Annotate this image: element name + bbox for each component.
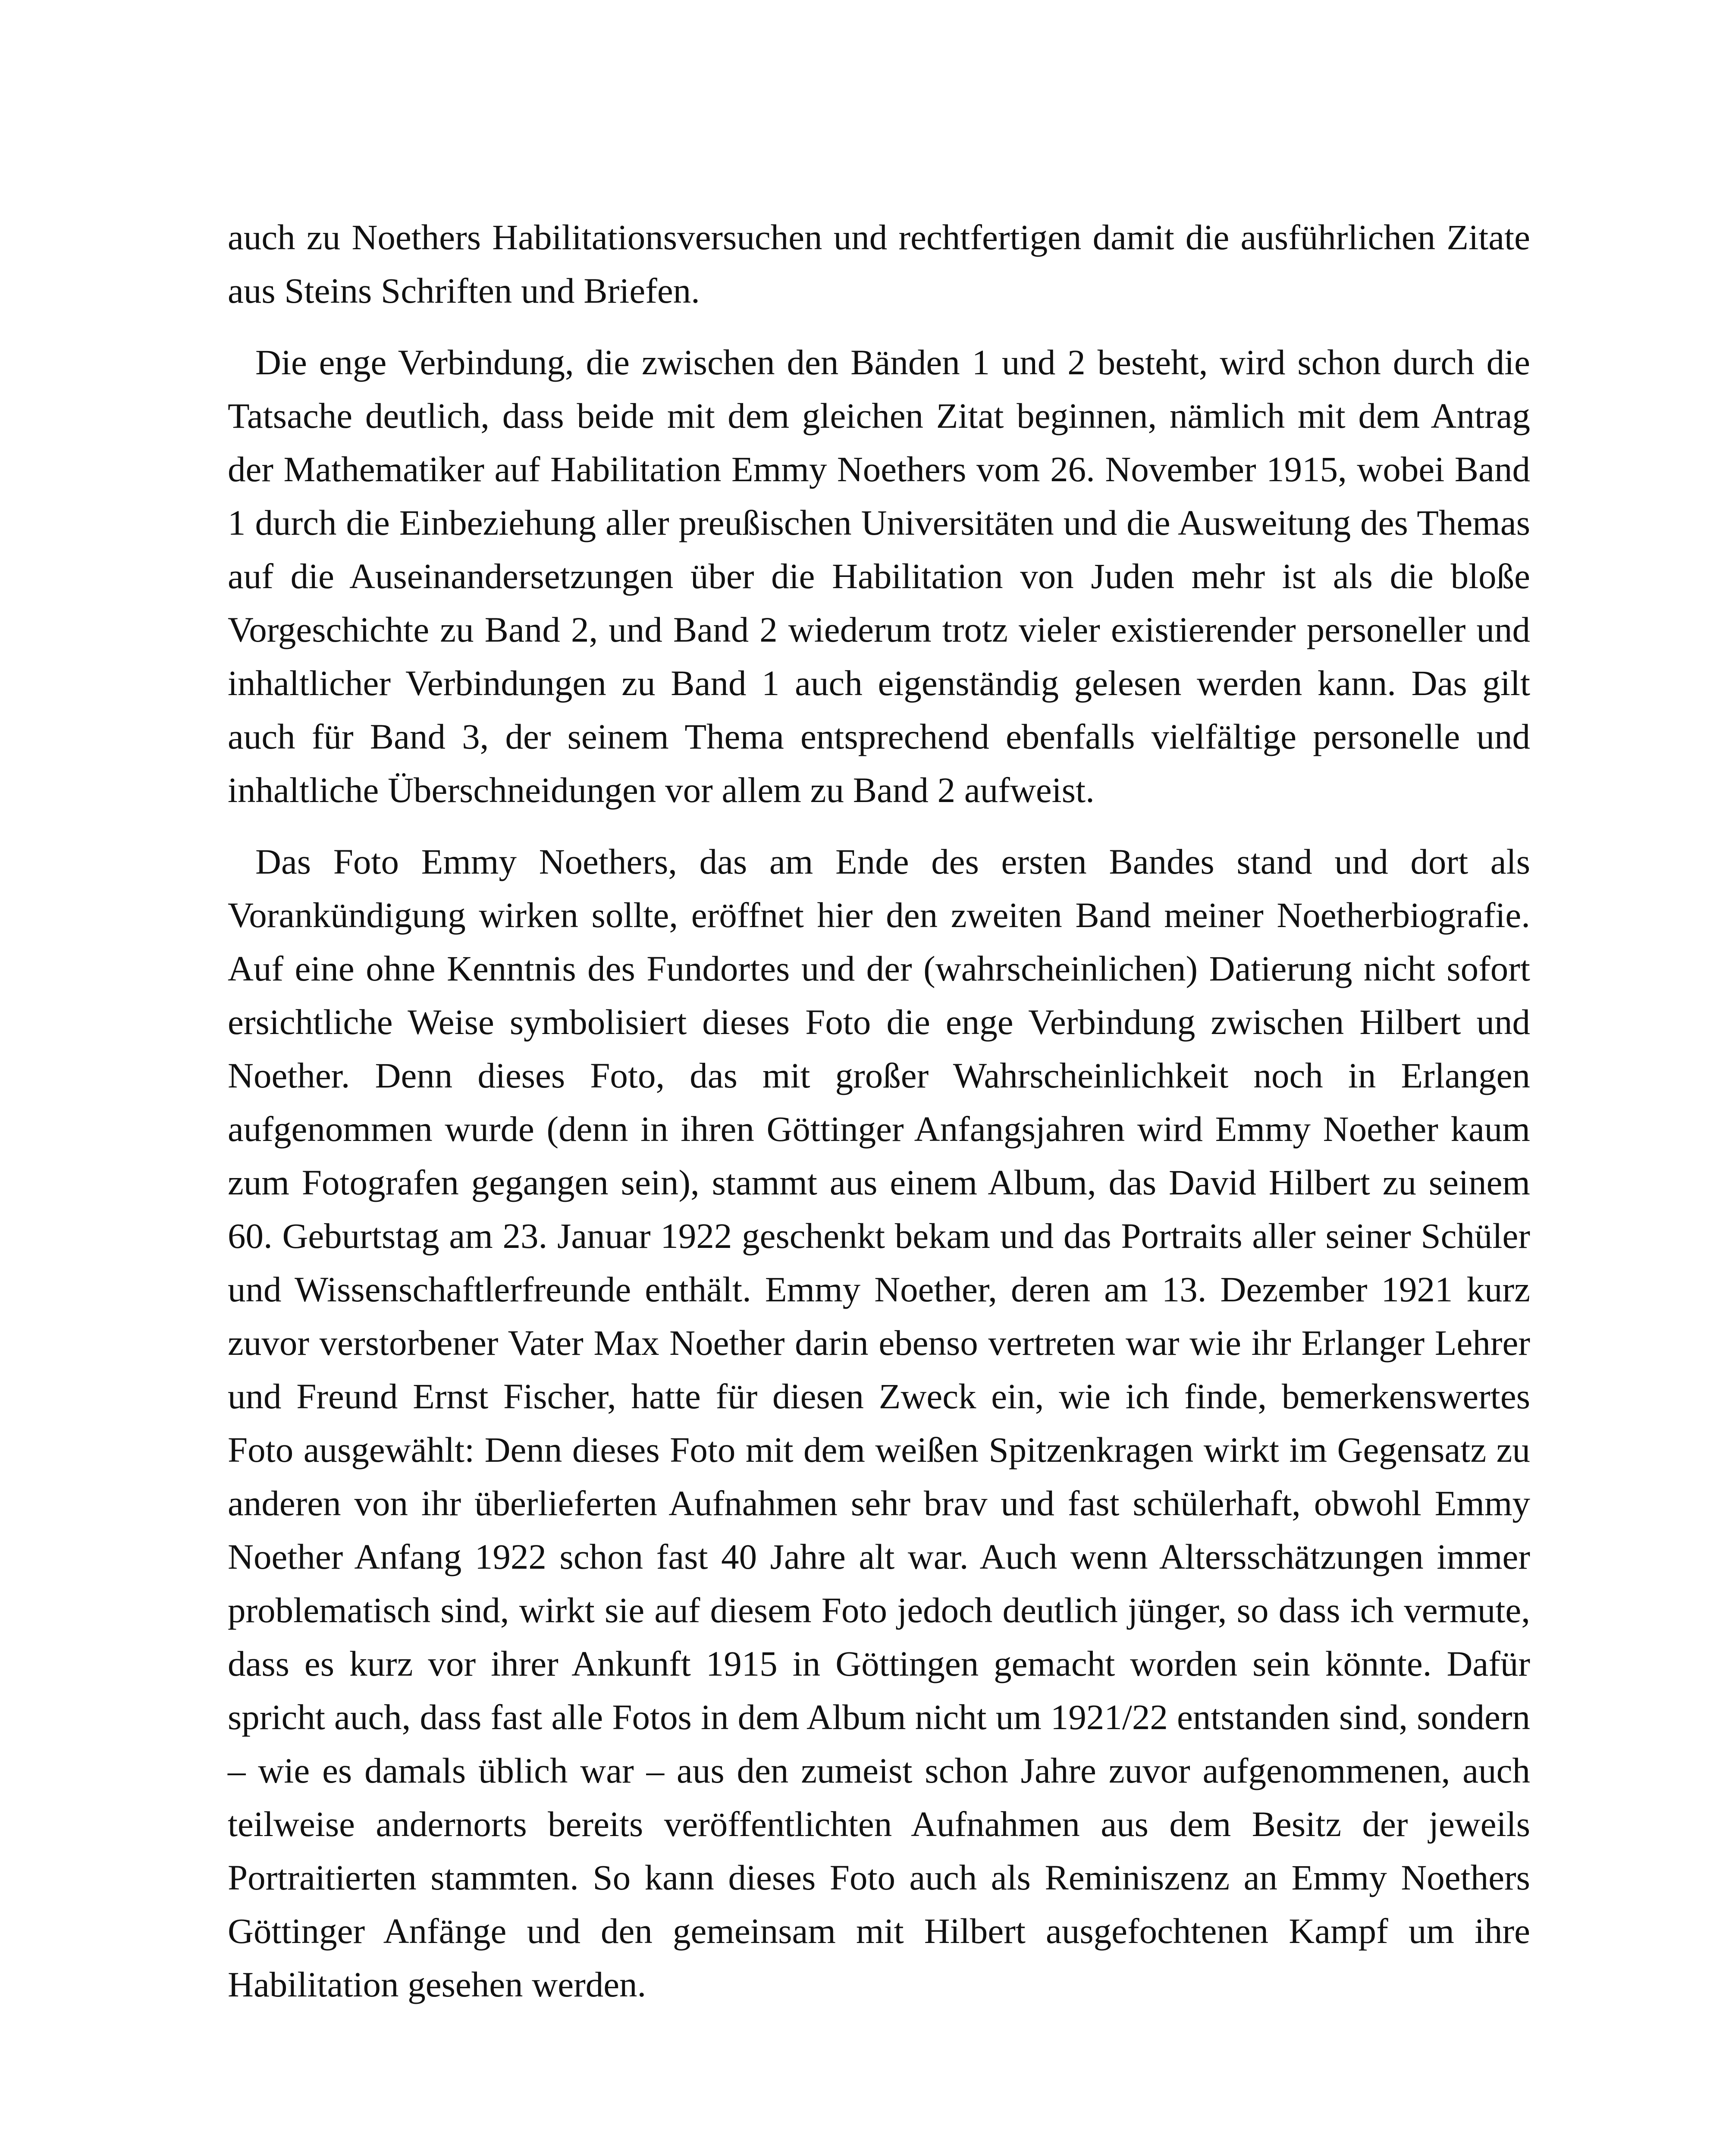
paragraph-2: Die enge Verbindung, die zwischen den Bänden 1 und 2 besteht, wird schon durch die Tatsache deutlich, dass beide mit dem gleichen Zitat beginnen, nämlich mit dem Antrag der Mathematiker auf Habilitation Emmy Noethers vom 26. November 1915, wobei Band 1 durch die Einbeziehung aller preußischen Universitäten und die Ausweitung des Themas auf die Auseinandersetzungen über die Habilitation von Juden mehr ist als die bloße Vorgeschichte zu Band 2, und Band 2 wiederum trotz vieler existierender personeller und inhaltlicher Verbindungen zu Band 1 auch eigenständig gelesen werden kann. Das gilt auch für Band 3, der seinem Thema entsprechend ebenfalls vielfältige personelle und inhaltliche Überschneidungen vor allem zu Band 2 aufweist. bbox=[228, 342, 1530, 810]
body-text bbox=[228, 210, 1530, 2011]
paragraph-3: Das Foto Emmy Noethers, das am Ende des ersten Bandes stand und dort als Vorankündigung wirken sollte, eröffnet hier den zweiten Band meiner Noetherbiografie. Auf eine ohne Kenntnis des Fundortes und der (wahrscheinlichen) Datierung nicht sofort ersichtliche Weise symbolisiert dieses Foto die enge Verbindung zwischen Hilbert und Noether. Denn dieses Foto, das mit großer Wahrscheinlichkeit noch in Erlangen aufgenommen wurde (denn in ihren Göttinger Anfangsjahren wird Emmy Noether kaum zum Fotografen gegangen sein), stammt aus einem Album, das David Hilbert zu seinem 60. Geburtstag am 23. Januar 1922 geschenkt bekam und das Portraits aller seiner Schüler und Wissenschaftlerfreunde enthält. Emmy Noether, deren am 13. Dezember 1921 kurz zuvor verstorbener Vater Max Noether darin ebenso vertreten war wie ihr Erlanger Lehrer und Freund Ernst Fischer, hatte für diesen Zweck ein, wie ich finde, bemerkenswertes Foto ausgewählt: Denn dieses Foto mit dem weißen Spitzenkragen wirkt im Gegensatz zu anderen von ihr überlieferten Aufnahmen sehr brav und fast schülerhaft, obwohl Emmy Noether Anfang 1922 schon fast 40 Jahre alt war. Auch wenn Altersschätzungen immer problematisch sind, wirkt sie auf diesem Foto jedoch deutlich jünger, so dass ich vermute, dass es kurz vor ihrer Ankunft 1915 in Göttingen gemacht worden sein könnte. Dafür spricht auch, dass fast alle Fotos in dem Album nicht um 1921/22 entstanden sind, sondern – wie es damals üblich war – aus den zumeist schon Jahre zuvor aufgenommenen, auch teilweise andernorts bereits veröffentlichten Aufnahmen aus dem Besitz der jeweils Portraitierten stammten. So kann dieses Foto auch als Reminiszenz an Emmy Noethers Göttinger Anfänge und den gemeinsam mit Hilbert ausgefochtenen Kampf um ihre Habilitation gesehen werden. bbox=[228, 842, 1530, 2004]
paragraph-1: auch zu Noethers Habilitationsversuchen und rechtfertigen damit die ausführlichen Zitate aus Steins Schriften und Briefen. bbox=[228, 217, 1530, 310]
